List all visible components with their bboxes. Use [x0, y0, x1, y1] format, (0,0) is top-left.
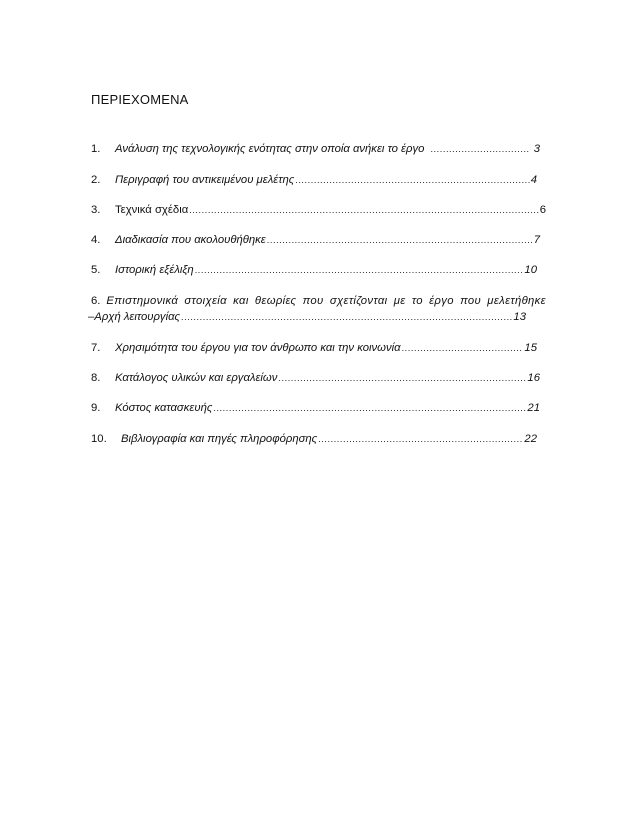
toc-entry-page: 22: [524, 433, 537, 445]
toc-entry-text: Βιβλιογραφία και πηγές πληροφόρησης: [121, 433, 318, 445]
toc-leader-dots: [267, 233, 533, 247]
toc-entry-page: 16: [527, 372, 540, 384]
toc-entry: [91, 233, 546, 247]
toc-leader-dots: [195, 263, 524, 277]
toc-title: ΠΕΡΙΕΧΟΜΕΝΑ: [91, 92, 189, 107]
toc-entry: [91, 263, 546, 277]
toc-entry-number: 1.: [91, 143, 101, 155]
toc-entry-text: Τεχνικά σχέδια: [115, 204, 189, 216]
toc-entry-text-continued: –Αρχή λειτουργίας: [88, 311, 181, 323]
toc-leader-dots: [189, 203, 538, 217]
toc-entry-text: Επιστημονικά στοιχεία και θεωρίες που σχετίζονται με το έργο που μελετήθηκε: [106, 295, 546, 307]
toc-leader-dots: [318, 432, 523, 446]
toc-leader-dots: [402, 341, 524, 355]
toc-entry-number: 4.: [91, 234, 101, 246]
toc-entry-text: Διαδικασία που ακολουθήθηκε: [115, 234, 266, 246]
toc-leader-dots: [181, 310, 512, 324]
toc-entry-number: 5.: [91, 264, 101, 276]
toc-entry: [88, 294, 546, 324]
toc-entry-page: 13: [513, 311, 526, 323]
toc-leader-dots: [213, 401, 526, 415]
toc-entry-page: 7: [533, 234, 540, 246]
toc-entry-number: 8.: [91, 372, 101, 384]
toc-entry-text: Ιστορική εξέλιξη: [115, 264, 194, 276]
toc-entry-number: 7.: [91, 342, 101, 354]
toc-entry: [91, 173, 546, 187]
toc-entry: [91, 401, 546, 415]
toc-entry-page: 6: [539, 204, 546, 216]
toc-entry-text: Ανάλυση της τεχνολογικής ενότητας στην οποία ανήκει το έργο: [115, 143, 425, 155]
toc-leader-dots: [430, 142, 528, 156]
toc-entry-text: Χρησιμότητα του έργου για τον άνθρωπο και την κοινωνία: [115, 342, 401, 354]
toc-entry-number: 2.: [91, 174, 101, 186]
toc-entry-number: 9.: [91, 402, 101, 414]
toc-leader-dots: [278, 371, 526, 385]
toc-entry-text: Κόστος κατασκευής: [115, 402, 213, 414]
toc-entry: [91, 371, 546, 385]
toc-entry: [91, 203, 546, 217]
toc-entry-page: 3: [533, 143, 540, 155]
toc-entry-number: 10.: [91, 433, 107, 445]
toc-entry: [91, 142, 546, 156]
toc-entry: [91, 432, 546, 446]
toc-entry-text: Περιγραφή του αντικειμένου μελέτης: [115, 174, 295, 186]
toc-entry: [91, 341, 546, 355]
toc-entry-page: 4: [530, 174, 537, 186]
toc-entry-page: 10: [524, 264, 537, 276]
toc-entry-page: 21: [527, 402, 540, 414]
toc-leader-dots: [295, 173, 529, 187]
toc-entry-page: 15: [524, 342, 537, 354]
toc-entry-number: 6.: [91, 295, 101, 307]
toc-entry-text: Κατάλογος υλικών και εργαλείων: [115, 372, 278, 384]
toc-entry-number: 3.: [91, 204, 101, 216]
